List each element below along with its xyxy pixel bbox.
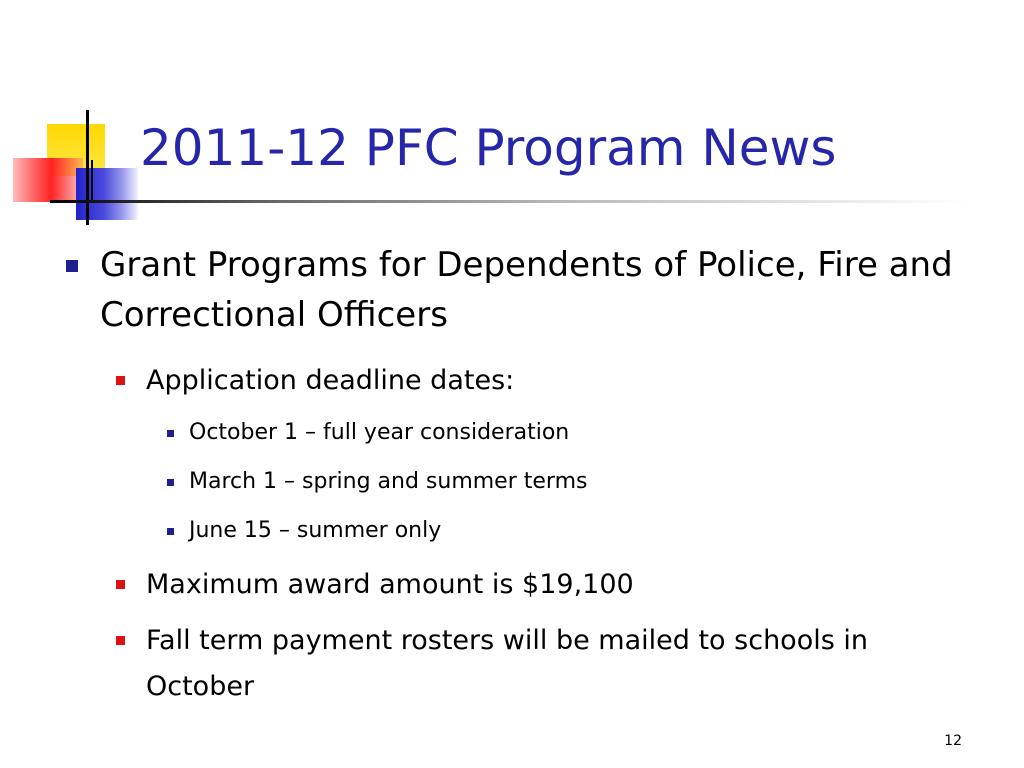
bullet-text: Application deadline dates: bbox=[146, 365, 515, 396]
bullet-text: June 15 – summer only bbox=[189, 518, 442, 543]
slide-title: 2011-12 PFC Program News bbox=[140, 119, 837, 177]
square-bullet-icon bbox=[167, 528, 174, 535]
square-bullet-icon bbox=[116, 636, 125, 645]
bullet-text: Grant Programs for Dependents of Police, Fire and Correctional Officers bbox=[100, 245, 953, 335]
bullet-item-level2 bbox=[146, 618, 966, 710]
square-bullet-icon bbox=[116, 376, 125, 385]
square-bullet-icon bbox=[167, 430, 174, 437]
bullet-item-level2 bbox=[146, 562, 966, 608]
square-bullet-icon bbox=[167, 479, 174, 486]
logo-vertical-line bbox=[86, 110, 89, 225]
bullet-text: Fall term payment rosters will be mailed to schools in October bbox=[146, 625, 868, 702]
square-bullet-icon bbox=[66, 260, 78, 272]
logo-red-square bbox=[13, 158, 83, 202]
page-number: 12 bbox=[944, 733, 962, 749]
bullet-item-level2 bbox=[146, 358, 966, 404]
bullet-item-level1 bbox=[100, 240, 970, 340]
square-bullet-icon bbox=[116, 580, 125, 589]
bullet-item-level3 bbox=[189, 513, 969, 549]
title-divider bbox=[50, 200, 970, 203]
bullet-text: October 1 – full year consideration bbox=[189, 420, 570, 445]
bullet-item-level3 bbox=[189, 464, 969, 500]
logo-vertical-line-secondary bbox=[91, 160, 93, 200]
bullet-text: Maximum award amount is $19,100 bbox=[146, 569, 634, 600]
bullet-text: March 1 – spring and summer terms bbox=[189, 469, 588, 494]
bullet-item-level3 bbox=[189, 415, 969, 451]
